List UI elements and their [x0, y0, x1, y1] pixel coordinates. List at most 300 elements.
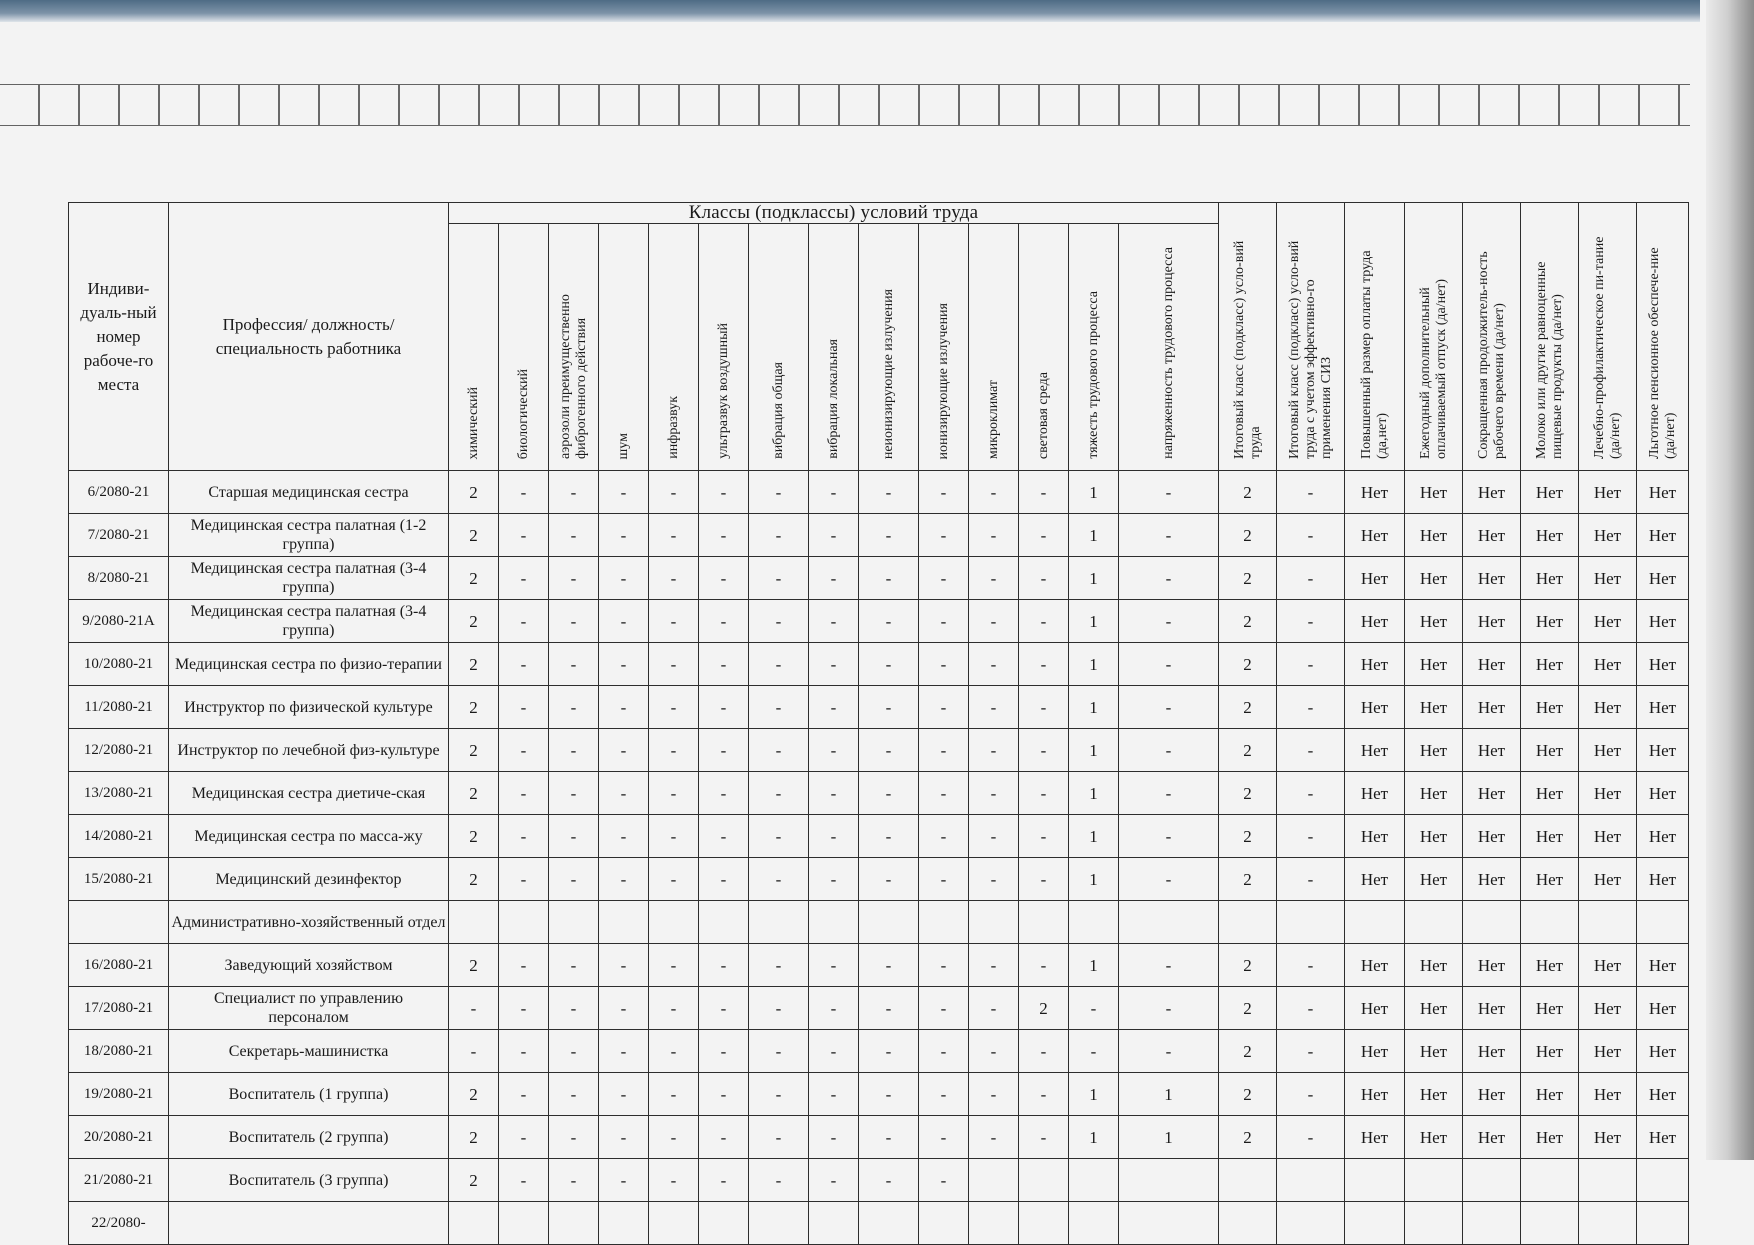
empty-cell — [1019, 901, 1069, 944]
factor-class-cell: - — [859, 858, 919, 901]
summary-cell: Нет — [1463, 471, 1521, 514]
col-header-summary: Льготное пенсионное обеспече-ние (да/нет) — [1637, 203, 1689, 471]
factor-class-cell: - — [499, 1159, 549, 1202]
summary-cell: Нет — [1521, 944, 1579, 987]
factor-class-cell: - — [809, 686, 859, 729]
factor-class-cell — [1119, 1159, 1219, 1202]
factor-class-cell — [809, 1202, 859, 1245]
empty-cell — [919, 901, 969, 944]
factor-class-cell: - — [549, 514, 599, 557]
factor-class-cell: - — [499, 944, 549, 987]
factor-class-cell: - — [499, 1030, 549, 1073]
factor-class-cell: - — [699, 1073, 749, 1116]
factor-class-cell: 2 — [1019, 987, 1069, 1030]
factor-class-cell: - — [749, 1116, 809, 1159]
col-header-factor: неионизирующие излучения — [859, 224, 919, 471]
summary-cell: Нет — [1579, 815, 1637, 858]
factor-class-cell: - — [599, 944, 649, 987]
col-header-factor: напряженность трудового процесса — [1119, 224, 1219, 471]
table-body — [69, 471, 1689, 1245]
factor-class-cell: - — [599, 1159, 649, 1202]
factor-class-cell: - — [809, 815, 859, 858]
factor-class-cell: 2 — [449, 815, 499, 858]
summary-cell: Нет — [1405, 729, 1463, 772]
factor-class-cell: - — [649, 858, 699, 901]
factor-class-cell: - — [919, 686, 969, 729]
col-header-factor: химический — [449, 224, 499, 471]
factor-class-cell: - — [549, 1030, 599, 1073]
summary-cell: Нет — [1637, 944, 1689, 987]
col-header-classes-group: Классы (подклассы) условий труда — [449, 203, 1219, 224]
factor-class-cell: - — [1019, 471, 1069, 514]
factor-class-cell: - — [599, 987, 649, 1030]
factor-class-cell: - — [859, 600, 919, 643]
summary-cell: 2 — [1219, 600, 1277, 643]
summary-cell: Нет — [1579, 729, 1637, 772]
summary-cell: 2 — [1219, 815, 1277, 858]
profession-name: Медицинская сестра диетиче-ская — [169, 772, 449, 815]
summary-cell: Нет — [1405, 1030, 1463, 1073]
factor-class-cell: - — [969, 686, 1019, 729]
factor-class-cell: - — [1119, 557, 1219, 600]
summary-cell: 2 — [1219, 729, 1277, 772]
summary-cell — [1463, 1159, 1521, 1202]
summary-cell — [1277, 1202, 1345, 1245]
summary-cell — [1345, 1159, 1405, 1202]
empty-cell — [1405, 901, 1463, 944]
factor-class-cell: - — [649, 1116, 699, 1159]
factor-class-cell: 1 — [1069, 643, 1119, 686]
col-header-factor: биологический — [499, 224, 549, 471]
summary-cell: 2 — [1219, 1073, 1277, 1116]
factor-class-cell: - — [919, 1159, 969, 1202]
factor-class-cell: - — [699, 600, 749, 643]
summary-cell: Нет — [1579, 1073, 1637, 1116]
factor-class-cell: - — [809, 944, 859, 987]
factor-class-cell: - — [859, 815, 919, 858]
factor-class-cell: - — [809, 1116, 859, 1159]
summary-cell: Нет — [1405, 471, 1463, 514]
factor-class-cell: - — [749, 772, 809, 815]
summary-cell: Нет — [1463, 858, 1521, 901]
factor-class-cell — [449, 1202, 499, 1245]
summary-cell: Нет — [1345, 600, 1405, 643]
summary-cell: Нет — [1521, 1030, 1579, 1073]
empty-cell — [499, 901, 549, 944]
factor-class-cell: - — [599, 729, 649, 772]
factor-class-cell: - — [969, 1073, 1019, 1116]
factor-class-cell: 2 — [449, 858, 499, 901]
factor-class-cell: - — [969, 1030, 1019, 1073]
factor-class-cell: - — [809, 858, 859, 901]
col-header-factor: ультразвук воздушный — [699, 224, 749, 471]
empty-cell — [599, 901, 649, 944]
factor-class-cell: - — [699, 987, 749, 1030]
factor-class-cell: - — [859, 643, 919, 686]
factor-class-cell: - — [859, 772, 919, 815]
factor-class-cell: - — [749, 686, 809, 729]
factor-class-cell — [1119, 1202, 1219, 1245]
profession-name: Медицинская сестра по масса-жу — [169, 815, 449, 858]
col-header-factor: шум — [599, 224, 649, 471]
factor-class-cell: - — [1019, 600, 1069, 643]
table-row — [69, 729, 1689, 772]
summary-cell: Нет — [1463, 1030, 1521, 1073]
factor-class-cell: - — [809, 514, 859, 557]
summary-cell: Нет — [1463, 686, 1521, 729]
summary-cell — [1521, 1202, 1579, 1245]
summary-cell: 2 — [1219, 557, 1277, 600]
factor-class-cell: - — [969, 514, 1019, 557]
factor-class-cell: - — [1069, 987, 1119, 1030]
workplace-number: 18/2080-21 — [69, 1030, 169, 1073]
table-row — [69, 772, 1689, 815]
factor-class-cell: - — [599, 858, 649, 901]
table-row — [69, 1030, 1689, 1073]
col-header-summary: Итоговый класс (подкласс) усло-вий труда с учетом эффективно-го применения СИЗ — [1277, 203, 1345, 471]
summary-cell: Нет — [1521, 729, 1579, 772]
summary-cell: Нет — [1637, 772, 1689, 815]
factor-class-cell: - — [549, 471, 599, 514]
factor-class-cell: - — [649, 514, 699, 557]
factor-class-cell: - — [749, 471, 809, 514]
summary-cell: 2 — [1219, 1116, 1277, 1159]
factor-class-cell: - — [449, 1030, 499, 1073]
factor-class-cell: - — [809, 1030, 859, 1073]
factor-class-cell: - — [599, 686, 649, 729]
summary-cell: Нет — [1521, 987, 1579, 1030]
factor-class-cell: 2 — [449, 772, 499, 815]
summary-cell: Нет — [1521, 686, 1579, 729]
factor-class-cell: - — [549, 858, 599, 901]
summary-cell: Нет — [1345, 557, 1405, 600]
factor-class-cell: - — [499, 1073, 549, 1116]
factor-class-cell: - — [919, 1073, 969, 1116]
factor-class-cell: - — [549, 1073, 599, 1116]
empty-cell — [749, 901, 809, 944]
summary-cell — [1277, 1159, 1345, 1202]
factor-class-cell: - — [969, 600, 1019, 643]
summary-cell: Нет — [1637, 815, 1689, 858]
summary-cell: Нет — [1345, 944, 1405, 987]
factor-class-cell: - — [549, 987, 599, 1030]
factor-class-cell: - — [699, 772, 749, 815]
summary-cell: Нет — [1637, 471, 1689, 514]
scan-page-edge — [1706, 0, 1754, 1160]
summary-cell: Нет — [1521, 557, 1579, 600]
summary-cell: Нет — [1405, 600, 1463, 643]
factor-class-cell: - — [1019, 514, 1069, 557]
summary-cell: Нет — [1463, 1116, 1521, 1159]
table-row — [69, 1116, 1689, 1159]
summary-cell: Нет — [1463, 944, 1521, 987]
summary-cell: Нет — [1345, 471, 1405, 514]
factor-class-cell: - — [699, 858, 749, 901]
empty-cell — [1069, 901, 1119, 944]
factor-class-cell: - — [919, 858, 969, 901]
factor-class-cell: - — [649, 686, 699, 729]
profession-name: Инструктор по физической культуре — [169, 686, 449, 729]
col-header-factor: аэрозоли преимущественно фиброгенного действия — [549, 224, 599, 471]
summary-cell: Нет — [1345, 686, 1405, 729]
factor-class-cell: - — [499, 600, 549, 643]
summary-cell — [1637, 1202, 1689, 1245]
summary-cell: Нет — [1405, 557, 1463, 600]
table-row — [69, 557, 1689, 600]
factor-class-cell: - — [919, 600, 969, 643]
factor-class-cell: - — [699, 1159, 749, 1202]
summary-cell: Нет — [1405, 1073, 1463, 1116]
summary-cell: Нет — [1579, 643, 1637, 686]
factor-class-cell: - — [649, 772, 699, 815]
col-header-number: Индиви-дуаль-ный номер рабоче-го места — [69, 203, 169, 471]
factor-class-cell: - — [749, 858, 809, 901]
table-row — [69, 514, 1689, 557]
profession-name: Медицинский дезинфектор — [169, 858, 449, 901]
factor-class-cell: - — [859, 1116, 919, 1159]
factor-class-cell: - — [859, 1073, 919, 1116]
summary-cell: - — [1277, 1073, 1345, 1116]
summary-cell: - — [1277, 1116, 1345, 1159]
factor-class-cell: 2 — [449, 600, 499, 643]
factor-class-cell: - — [859, 944, 919, 987]
summary-cell: Нет — [1521, 600, 1579, 643]
factor-class-cell: - — [919, 1030, 969, 1073]
factor-class-cell: - — [699, 686, 749, 729]
factor-class-cell: - — [649, 815, 699, 858]
factor-class-cell: - — [859, 1030, 919, 1073]
factor-class-cell: - — [969, 944, 1019, 987]
empty-cell — [1579, 901, 1637, 944]
factor-class-cell: - — [1019, 686, 1069, 729]
empty-cell — [1119, 901, 1219, 944]
profession-name: Медицинская сестра палатная (3-4 группа) — [169, 600, 449, 643]
profession-name: Старшая медицинская сестра — [169, 471, 449, 514]
summary-cell — [1219, 1159, 1277, 1202]
profession-name: Медицинская сестра палатная (1-2 группа) — [169, 514, 449, 557]
profession-name: Медицинская сестра по физио-терапии — [169, 643, 449, 686]
factor-class-cell: - — [1069, 1030, 1119, 1073]
factor-class-cell: - — [859, 471, 919, 514]
factor-class-cell: - — [499, 772, 549, 815]
summary-cell — [1219, 1202, 1277, 1245]
summary-cell: - — [1277, 987, 1345, 1030]
section-title: Административно-хозяйственный отдел — [169, 901, 449, 944]
summary-cell: Нет — [1463, 987, 1521, 1030]
factor-class-cell: - — [1119, 514, 1219, 557]
factor-class-cell — [749, 1202, 809, 1245]
empty-cell — [1521, 901, 1579, 944]
factor-class-cell — [549, 1202, 599, 1245]
workplace-number: 21/2080-21 — [69, 1159, 169, 1202]
factor-class-cell: - — [599, 1073, 649, 1116]
factor-class-cell: - — [699, 643, 749, 686]
summary-cell: Нет — [1405, 944, 1463, 987]
summary-cell: 2 — [1219, 1030, 1277, 1073]
table-row — [69, 1073, 1689, 1116]
col-header-profession: Профессия/ должность/ специальность работника — [169, 203, 449, 471]
summary-cell: Нет — [1463, 514, 1521, 557]
factor-class-cell: - — [549, 815, 599, 858]
summary-cell: - — [1277, 858, 1345, 901]
factor-class-cell: - — [699, 815, 749, 858]
empty-cell — [1219, 901, 1277, 944]
factor-class-cell: - — [749, 1073, 809, 1116]
factor-class-cell: 2 — [449, 643, 499, 686]
summary-cell: Нет — [1345, 858, 1405, 901]
factor-class-cell: - — [499, 514, 549, 557]
summary-cell: Нет — [1345, 729, 1405, 772]
factor-class-cell: - — [649, 987, 699, 1030]
summary-cell: - — [1277, 729, 1345, 772]
factor-class-cell: - — [449, 987, 499, 1030]
factor-class-cell: - — [649, 1073, 699, 1116]
summary-cell: - — [1277, 772, 1345, 815]
summary-cell: - — [1277, 514, 1345, 557]
factor-class-cell: - — [549, 557, 599, 600]
summary-cell: Нет — [1521, 1116, 1579, 1159]
summary-cell: Нет — [1463, 1073, 1521, 1116]
scan-ruler-strip — [0, 84, 1690, 126]
factor-class-cell: - — [919, 471, 969, 514]
factor-class-cell: - — [1119, 471, 1219, 514]
factor-class-cell — [599, 1202, 649, 1245]
summary-cell: Нет — [1521, 1073, 1579, 1116]
factor-class-cell: - — [1119, 643, 1219, 686]
factor-class-cell: - — [1119, 858, 1219, 901]
empty-cell — [1637, 901, 1689, 944]
workplace-number: 8/2080-21 — [69, 557, 169, 600]
summary-cell: Нет — [1521, 514, 1579, 557]
empty-cell — [699, 901, 749, 944]
summary-cell: - — [1277, 1030, 1345, 1073]
factor-class-cell: - — [699, 1030, 749, 1073]
summary-cell: Нет — [1637, 1030, 1689, 1073]
factor-class-cell: - — [549, 1116, 599, 1159]
factor-class-cell: 1 — [1069, 858, 1119, 901]
summary-cell: Нет — [1579, 1116, 1637, 1159]
factor-class-cell: - — [599, 1116, 649, 1159]
table-row — [69, 1202, 1689, 1245]
table-row — [69, 1159, 1689, 1202]
factor-class-cell: 1 — [1069, 729, 1119, 772]
factor-class-cell: - — [1019, 643, 1069, 686]
workplace-number: 15/2080-21 — [69, 858, 169, 901]
factor-class-cell: - — [1019, 1030, 1069, 1073]
summary-cell: Нет — [1637, 600, 1689, 643]
factor-class-cell: - — [919, 815, 969, 858]
factor-class-cell: - — [549, 772, 599, 815]
factor-class-cell: - — [649, 1159, 699, 1202]
factor-class-cell: - — [699, 557, 749, 600]
factor-class-cell: - — [1019, 729, 1069, 772]
factor-class-cell: - — [859, 987, 919, 1030]
factor-class-cell: - — [549, 944, 599, 987]
factor-class-cell: 2 — [449, 1116, 499, 1159]
factor-class-cell: 2 — [449, 944, 499, 987]
factor-class-cell — [699, 1202, 749, 1245]
factor-class-cell: - — [749, 600, 809, 643]
factor-class-cell: 2 — [449, 1073, 499, 1116]
col-header-summary: Лечебно-профилактическое пи-тание (да/нет) — [1579, 203, 1637, 471]
factor-class-cell: - — [1019, 557, 1069, 600]
working-conditions-table — [68, 202, 1689, 1245]
factor-class-cell: - — [809, 643, 859, 686]
workplace-number: 17/2080-21 — [69, 987, 169, 1030]
table-row — [69, 686, 1689, 729]
factor-class-cell: 2 — [449, 514, 499, 557]
factor-class-cell: - — [499, 858, 549, 901]
summary-cell: Нет — [1579, 772, 1637, 815]
factor-class-cell: - — [749, 987, 809, 1030]
workplace-number: 14/2080-21 — [69, 815, 169, 858]
factor-class-cell: - — [499, 729, 549, 772]
factor-class-cell — [1019, 1202, 1069, 1245]
summary-cell: - — [1277, 815, 1345, 858]
factor-class-cell: - — [649, 944, 699, 987]
summary-cell: Нет — [1345, 643, 1405, 686]
factor-class-cell: - — [549, 643, 599, 686]
factor-class-cell: - — [969, 643, 1019, 686]
summary-cell: Нет — [1345, 1030, 1405, 1073]
summary-cell: Нет — [1579, 858, 1637, 901]
factor-class-cell: 1 — [1069, 557, 1119, 600]
factor-class-cell: 1 — [1069, 815, 1119, 858]
summary-cell: Нет — [1637, 858, 1689, 901]
factor-class-cell: - — [499, 1116, 549, 1159]
profession-name: Воспитатель (3 группа) — [169, 1159, 449, 1202]
factor-class-cell: - — [969, 815, 1019, 858]
factor-class-cell: 2 — [449, 557, 499, 600]
factor-class-cell: 1 — [1069, 772, 1119, 815]
factor-class-cell — [1069, 1202, 1119, 1245]
factor-class-cell: - — [749, 944, 809, 987]
factor-class-cell: - — [599, 1030, 649, 1073]
factor-class-cell: - — [969, 772, 1019, 815]
factor-class-cell: - — [1119, 772, 1219, 815]
summary-cell: Нет — [1521, 772, 1579, 815]
factor-class-cell: - — [749, 729, 809, 772]
factor-class-cell — [859, 1202, 919, 1245]
col-header-factor: вибрация локальная — [809, 224, 859, 471]
table-row — [69, 600, 1689, 643]
summary-cell: Нет — [1463, 729, 1521, 772]
factor-class-cell: 1 — [1069, 1116, 1119, 1159]
summary-cell: Нет — [1405, 1116, 1463, 1159]
summary-cell: 2 — [1219, 471, 1277, 514]
empty-cell — [1463, 901, 1521, 944]
factor-class-cell: - — [699, 514, 749, 557]
summary-cell: Нет — [1345, 772, 1405, 815]
summary-cell: Нет — [1637, 987, 1689, 1030]
factor-class-cell: - — [1019, 858, 1069, 901]
factor-class-cell: - — [919, 514, 969, 557]
factor-class-cell: - — [749, 1159, 809, 1202]
empty-cell — [449, 901, 499, 944]
profession-name: Воспитатель (1 группа) — [169, 1073, 449, 1116]
summary-cell: Нет — [1579, 600, 1637, 643]
summary-cell: - — [1277, 686, 1345, 729]
factor-class-cell: - — [1119, 600, 1219, 643]
summary-cell: 2 — [1219, 772, 1277, 815]
col-header-factor: световая среда — [1019, 224, 1069, 471]
summary-cell: Нет — [1405, 987, 1463, 1030]
factor-class-cell — [1069, 1159, 1119, 1202]
summary-cell: Нет — [1405, 858, 1463, 901]
factor-class-cell: - — [1119, 815, 1219, 858]
factor-class-cell: - — [699, 729, 749, 772]
factor-class-cell: - — [859, 557, 919, 600]
